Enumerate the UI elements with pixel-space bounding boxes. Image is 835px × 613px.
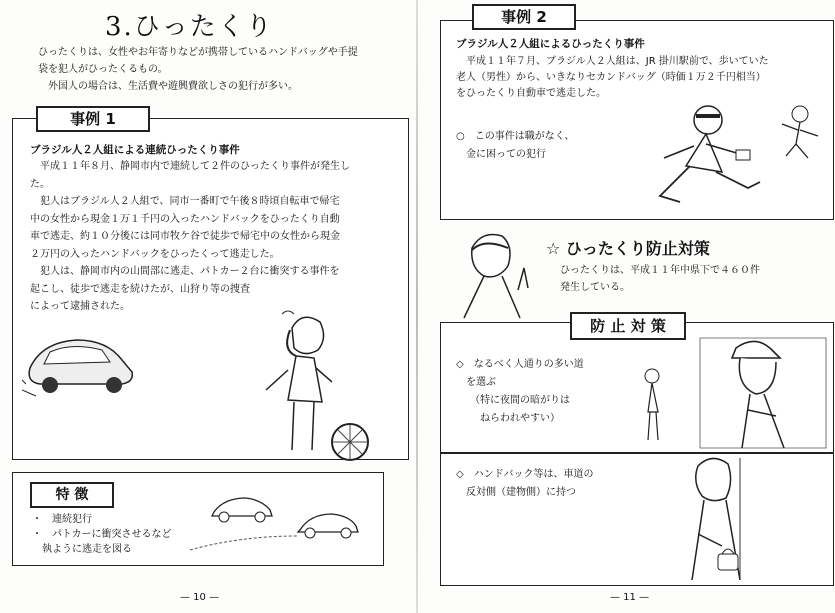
prevention-item-line: を選ぶ: [456, 377, 496, 388]
case1-heading: ブラジル人２人組による連続ひったくり事件: [30, 144, 240, 156]
case2-text: [456, 54, 828, 102]
prevention-item-line: ◇ なるべく人通りの多い道: [456, 359, 584, 370]
prevention-heading: ☆ ひったくり防止対策: [546, 239, 710, 258]
prevention-item-line: 反対側（建物側）に持つ: [456, 487, 576, 498]
case1-line: ２万円の入ったハンドバックをひったくって逃走した。: [30, 248, 280, 260]
intro-text: [38, 44, 406, 95]
case1-line: 平成１１年８月、静岡市内で連続して２件のひったくり事件が発生し: [40, 161, 350, 172]
page-number-right: — 11 —: [610, 592, 650, 603]
lurking-man-illustration: [630, 336, 830, 452]
car-illustration: [22, 330, 142, 400]
prevention-item-line: ねらわれやすい）: [470, 413, 560, 424]
feature-item: ・ パトカーに衝突させるなど: [32, 529, 172, 540]
prevention-item-line: （特に夜間の暗がりは: [470, 395, 570, 406]
officer-illustration: [454, 228, 534, 320]
intro-line: 外国人の場合は、生活費や遊興費欲しさの犯行が多い。: [48, 81, 298, 92]
prevention-intro-line: ひったくりは、平成１１年中県下で４６０件: [560, 265, 760, 276]
case2-note-line: 金に困っての犯行: [456, 149, 546, 160]
runner-illustration: [650, 96, 830, 214]
intro-line: ひったくりは、女性やお年寄りなどが携帯しているハンドバッグや手提: [38, 47, 358, 58]
prevention-item-2: [456, 466, 594, 502]
case1-line: た。: [30, 178, 50, 190]
prevention-tab: 防 止 対 策: [570, 312, 686, 340]
case1-line: 車で逃走、約１０分後には同市牧ケ谷で徒歩で帰宅中の女性から現金: [30, 231, 340, 242]
woman-bag-illustration: [670, 454, 830, 582]
page-number-left: — 10 —: [180, 592, 220, 603]
chase-cars-illustration: [190, 486, 370, 558]
case1-tab: 事例 1: [36, 106, 150, 132]
case2-line: をひったくり自動車で逃走した。: [456, 88, 606, 99]
case1-line: 犯人は、静岡市内の山間部に逃走、パトカー２台に衝突する事件を: [40, 266, 340, 277]
case2-note: [456, 128, 575, 164]
page-title: 3.ひったくり: [105, 12, 274, 42]
case1-line: 犯人はブラジル人２人組で、同市一番町で午後８時頃自転車で帰宅: [40, 196, 340, 207]
case2-heading: ブラジル人２人組によるひったくり事件: [456, 38, 645, 50]
case2-tab: 事例 2: [472, 4, 576, 30]
case1-line: 起こし、徒歩で逃走を続けたが、山狩り等の捜査: [30, 283, 250, 295]
feature-item: 執ように逃走を図る: [32, 544, 132, 555]
case1-line: によって逮捕された。: [30, 301, 130, 312]
prevention-item-1: [456, 356, 584, 428]
feature-item: ・ 連続犯行: [32, 514, 92, 525]
case1-text: [30, 158, 400, 316]
prevention-item-line: ◇ ハンドバック等は、車道の: [456, 469, 594, 480]
prevention-intro-line: 発生している。: [560, 282, 630, 293]
case1-line: 中の女性から現金１万１千円の入ったハンドバックをひったくり自動: [30, 213, 340, 225]
prevention-intro: [560, 262, 760, 296]
feature-tab: 特 徴: [30, 482, 114, 508]
bicycle-wheel-illustration: [318, 420, 388, 465]
case2-line: 平成１１年７月、ブラジル人２人組は、JR 掛川駅前で、歩いていた: [466, 56, 769, 67]
case2-note-line: ○ この事件は職がなく、: [456, 131, 575, 142]
page-gutter: [416, 0, 418, 613]
case2-line: 老人（男性）から、いきなりセカンドバッグ（時価１万２千円相当）: [456, 72, 766, 83]
feature-list: [32, 512, 172, 557]
intro-line: 袋を犯人がひったくるもの。: [38, 64, 168, 75]
